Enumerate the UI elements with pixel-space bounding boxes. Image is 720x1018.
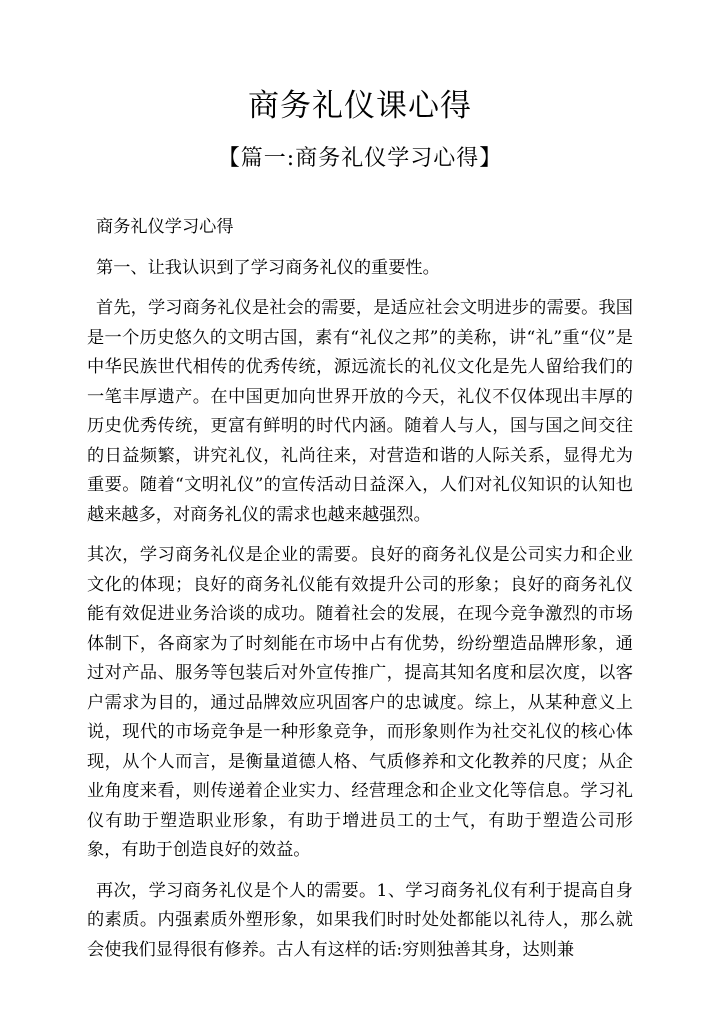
- paragraph-second: 其次，学习商务礼仪是企业的需要。良好的商务礼仪是公司实力和企业文化的体现；良好的商务礼仪能有效提升公司的形象；良好的商务礼仪能有效促进业务洽谈的成功。随着社会的发展，在现今竞争激烈的市场体制下，各商家为了时刻能在市场中占有优势，纷纷塑造品牌形象，通过对产品、服务等包装后对外宣传推广，提高其知名度和层次度，以客户需求为目的，通过品牌效应巩固客户的忠诚度。综上，从某种意义上说，现代的市场竞争是一种形象竞争，而形象则作为社交礼仪的核心体现，从个人而言，是衡量道德人格、气质修养和文化教养的尺度；从企业角度来看，则传递着企业实力、经营理念和企业文化等信息。学习礼仪有助于塑造职业形象，有助于增进员工的士气，有助于塑造公司形象，有助于创造良好的效益。: [87, 545, 633, 860]
- section-heading: 商务礼仪学习心得: [96, 217, 234, 237]
- point-one-heading: 第一、让我认识到了学习商务礼仪的重要性。: [96, 257, 440, 278]
- page-title: 商务礼仪课心得: [248, 88, 472, 124]
- page-subtitle: 【篇一:商务礼仪学习心得】: [217, 146, 503, 171]
- document-body: [87, 213, 633, 976]
- paragraph-first: 首先，学习商务礼仪是社会的需要，是适应社会文明进步的需要。我国是一个历史悠久的文明古国，素有“礼仪之邦”的美称，讲“礼”重“仪”是中华民族世代相传的优秀传统，源远流长的礼仪文化是先人留给我们的一笔丰厚遗产。在中国更加向世界开放的今天，礼仪不仅体现出丰厚的历史优秀传统，更富有鲜明的时代内涵。随着人与人，国与国之间交往的日益频繁，讲究礼仪，礼尚往来，对营造和谐的人际关系，显得尤为重要。随着“文明礼仪”的宣传活动日益深入，人们对礼仪知识的认知也越来越多，对商务礼仪的需求也越来越强烈。: [87, 298, 633, 525]
- paragraph-third: 再次，学习商务礼仪是个人的需要。1、学习商务礼仪有利于提高自身的素质。内强素质外塑形象，如果我们时时处处都能以礼待人，那么就会使我们显得很有修养。古人有这样的话:穷则独善其身，达则兼: [87, 880, 633, 960]
